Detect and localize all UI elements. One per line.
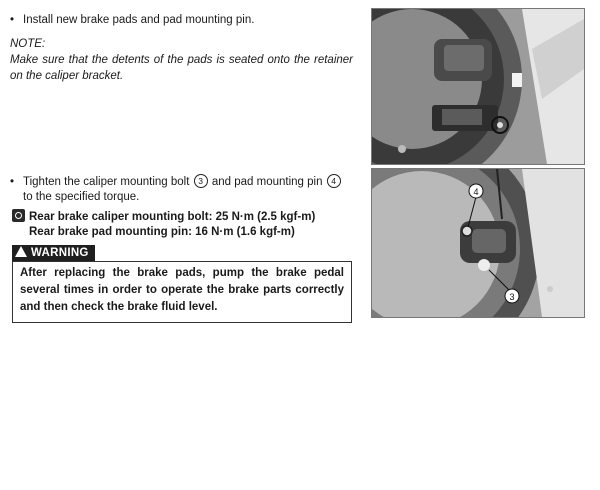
warning-label — [12, 245, 95, 261]
warning-triangle-icon — [15, 246, 27, 257]
note-body: Make sure that the detents of the pads is seated onto the retainer on the caliper bracket. — [10, 54, 353, 82]
step-tighten-text-b: and pad mounting pin — [211, 176, 323, 188]
photo-caliper-callouts — [371, 168, 585, 318]
step-tighten-text-a: Tighten the caliper mounting bolt — [23, 176, 190, 188]
photo-brake-pads-graphic — [372, 9, 584, 164]
photo-caliper-graphic — [372, 169, 584, 317]
photo-brake-pads-installed — [371, 8, 585, 165]
torque-spec-pad-pin — [29, 225, 295, 240]
warning-box: After replacing the brake pads, pump the brake pedal several times in order to operate the brake parts correctly and then check the brake fluid level. — [12, 261, 352, 323]
bullet: • — [10, 14, 15, 26]
torque-spec-caliper — [12, 209, 315, 225]
photo-callout-3: 3 — [509, 292, 515, 302]
step-install-pads — [10, 13, 254, 28]
callout-ref-4: 4 — [327, 174, 341, 188]
note-heading: NOTE: — [10, 38, 46, 50]
torque-spec-pad-pin-text: Rear brake pad mounting pin: 16 N·m (1.6 kgf-m) — [29, 226, 295, 238]
torque-wrench-icon — [12, 209, 25, 222]
bullet: • — [10, 176, 15, 188]
torque-spec-caliper-text: Rear brake caliper mounting bolt: 25 N·m (2.5 kgf-m) — [29, 211, 316, 223]
step-tighten-bolts — [10, 174, 355, 205]
callout-ref-3: 3 — [194, 174, 208, 188]
warning-label-text: WARNING — [31, 247, 89, 259]
step-tighten-text-c: to the specified torque. — [23, 191, 140, 203]
step-install-text: Install new brake pads and pad mounting pin. — [23, 14, 255, 26]
photo-callout-4: 4 — [473, 187, 479, 197]
